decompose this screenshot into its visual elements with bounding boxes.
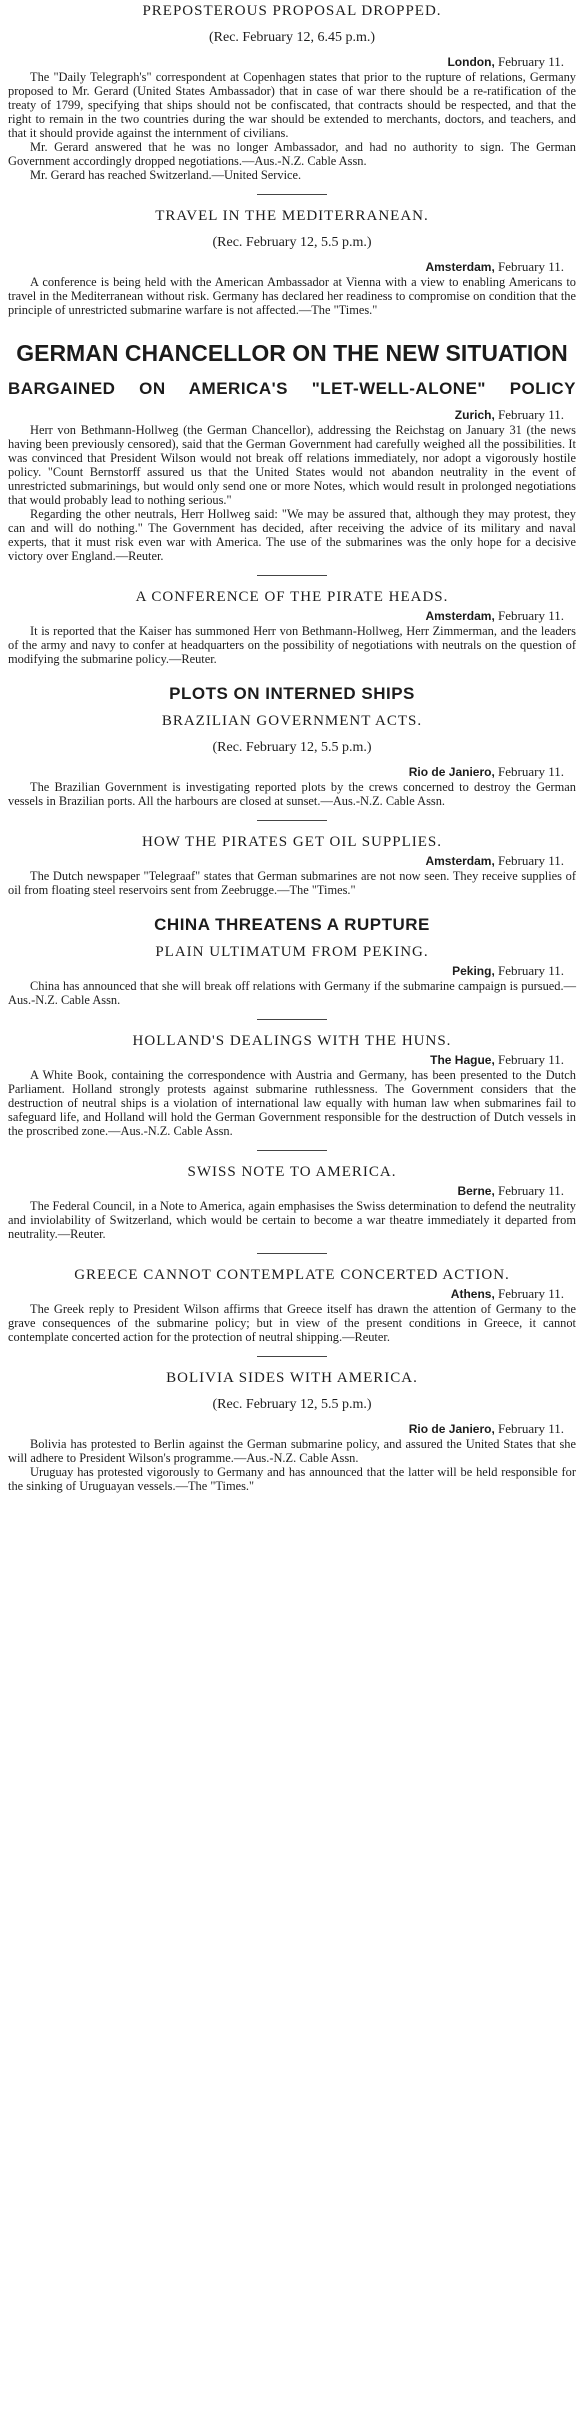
received-time: (Rec. February 12, 5.5 p.m.) — [212, 1397, 372, 1412]
dateline — [8, 853, 564, 869]
dateline — [8, 764, 564, 780]
article-title: TRAVEL IN THE MEDITERRANEAN. — [155, 208, 429, 224]
article-interned-ships — [8, 682, 576, 808]
dateline-place: Amsterdam, — [425, 260, 495, 274]
received-time: (Rec. February 12, 5.5 p.m.) — [212, 235, 372, 250]
divider — [257, 1150, 327, 1151]
divider — [257, 1019, 327, 1020]
dateline-place: Rio de Janiero, — [408, 1422, 495, 1436]
dateline — [8, 1183, 564, 1199]
dateline-place: Zurich, — [454, 408, 495, 422]
spacer — [8, 897, 576, 907]
dateline-date: February 11. — [498, 1052, 564, 1067]
divider — [257, 575, 327, 576]
spacer — [8, 317, 576, 327]
paragraph: Herr von Bethmann-Hollweg (the German Chancellor), addressing the Reichstag on January 31 (the news having been previously censored), said that the German Government had carefully weighed all the possibilities. It was convinced that President Wilson would not break off relations immediately, nor adopt a vigorously hostile policy. "Count Bernstorff assured us that the United States would not abandon neutrality in the event of unrestricted submarinings, but would only send one or more Notes, which would result in prolonged negotiations that would probably lead to nothing serious." — [8, 423, 576, 507]
article-china-rupture — [8, 913, 576, 1007]
main-heading: CHINA THREATENS A RUPTURE — [154, 915, 430, 934]
dateline — [8, 608, 564, 624]
article-bolivia — [8, 1369, 576, 1493]
article-title: A CONFERENCE OF THE PIRATE HEADS. — [135, 589, 449, 605]
article-title: GREECE CANNOT CONTEMPLATE CONCERTED ACTION. — [74, 1267, 510, 1283]
paragraph: Regarding the other neutrals, Herr Hollweg said: "We may be assured that, although they may protest, they can and will do nothing." The Government has decided, after receiving the advice of its military and naval experts, that it must risk even war with America. The use of the submarines was the only hope for a decisive victory over England.—Reuter. — [8, 507, 576, 563]
article-title: BRAZILIAN GOVERNMENT ACTS. — [161, 713, 423, 729]
dateline-date: February 11. — [498, 1286, 564, 1301]
paragraph: The Brazilian Government is investigating reported plots by the crews concerned to destroy the German vessels in Brazilian ports. All the harbours are closed at sunset.—Aus.-N.Z. Cable Assn. — [8, 780, 576, 808]
dateline-date: February 11. — [498, 963, 564, 978]
dateline-date: February 11. — [498, 853, 564, 868]
article-swiss-note — [8, 1163, 576, 1241]
paragraph: A conference is being held with the American Ambassador at Vienna with a view to enabling Americans to travel in the Mediterranean without risk. Germany has declared her readiness to compromise on condition that the principle of unrestricted submarine warfare is not affected.—The "Times." — [8, 275, 576, 317]
paragraph: A White Book, containing the correspondence with Austria and Germany, has been presented to the Dutch Parliament. Holland strongly protests against submarine ruthlessness. The Government considers that the destruction of neutral ships is a violation of international law equally with human law when submarines fail to safeguard life, and Holland will hold the German Government responsible for the destruction of Dutch vessels in the proscribed zone.—Aus.-N.Z. Cable Assn. — [8, 1068, 576, 1138]
dateline-place: Amsterdam, — [425, 854, 495, 868]
dateline-place: London, — [447, 55, 495, 69]
dateline — [8, 54, 564, 70]
article-title: SWISS NOTE TO AMERICA. — [187, 1164, 397, 1180]
main-heading: GERMAN CHANCELLOR ON THE NEW SITUATION — [16, 340, 568, 366]
article-preposterous-proposal — [8, 2, 576, 182]
dateline — [8, 259, 564, 275]
article-title: BOLIVIA SIDES WITH AMERICA. — [166, 1370, 418, 1386]
dateline-date: February 11. — [498, 764, 564, 779]
divider — [257, 194, 327, 195]
dateline-date: February 11. — [498, 407, 564, 422]
article-greece — [8, 1266, 576, 1344]
dateline — [8, 1421, 564, 1437]
dateline-place: Berne, — [457, 1184, 495, 1198]
dateline-date: February 11. — [498, 54, 564, 69]
dateline-place: Athens, — [450, 1287, 495, 1301]
paragraph: The "Daily Telegraph's" correspondent at Copenhagen states that prior to the rupture of relations, Germany proposed to Mr. Gerard (United States Ambassador) that in case of war there should be a re-ratification of the treaty of 1799, specifying that ships should not be confiscated, that contracts should be respected, and that the right to remain in the two countries during the war should be extended to merchants, doctors, and teachers, and that it should provide against the internment of civilians. — [8, 70, 576, 140]
divider — [257, 820, 327, 821]
dateline — [8, 963, 564, 979]
paragraph: Mr. Gerard has reached Switzerland.—United Service. — [30, 168, 302, 182]
paragraph: Bolivia has protested to Berlin against the German submarine policy, and assured the United States that she will adhere to President Wilson's programme.—Aus.-N.Z. Cable Assn. — [8, 1437, 576, 1465]
dateline — [8, 1286, 564, 1302]
article-title: HOLLAND'S DEALINGS WITH THE HUNS. — [132, 1033, 452, 1049]
article-travel-mediterranean — [8, 207, 576, 317]
paragraph: The Dutch newspaper "Telegraaf" states that German submarines are not now seen. They receive supplies of oil from floating steel reservoirs sent from Zeebrugge.—The "Times." — [8, 869, 576, 897]
article-title: HOW THE PIRATES GET OIL SUPPLIES. — [142, 834, 442, 850]
paragraph: It is reported that the Kaiser has summoned Herr von Bethmann-Hollweg, Herr Zimmerman, and the leaders of the army and navy to confer at headquarters on the possibility of negotiations with neutrals on the question of modifying the submarine policy.—Reuter. — [8, 624, 576, 666]
dateline-date: February 11. — [498, 1421, 564, 1436]
article-title: PLAIN ULTIMATUM FROM PEKING. — [155, 944, 429, 960]
dateline — [8, 407, 564, 423]
dateline-date: February 11. — [498, 608, 564, 623]
dateline-date: February 11. — [498, 1183, 564, 1198]
divider — [257, 1356, 327, 1357]
paragraph: Mr. Gerard answered that he was no longer Ambassador, and had no authority to sign. The German Government accordingly dropped negotiations.—Aus.-N.Z. Cable Assn. — [8, 140, 576, 168]
divider — [257, 1253, 327, 1254]
dateline — [8, 1052, 564, 1068]
spacer — [8, 666, 576, 676]
main-heading: PLOTS ON INTERNED SHIPS — [169, 684, 415, 703]
subheading: BARGAINED ON AMERICA'S "LET-WELL-ALONE" POLICY — [8, 379, 576, 398]
dateline-date: February 11. — [498, 259, 564, 274]
article-pirate-heads — [8, 588, 576, 666]
paragraph: Uruguay has protested vigorously to Germany and has announced that the latter will be held responsible for the sinking of Uruguayan vessels.—The "Times." — [8, 1465, 576, 1493]
paragraph: The Federal Council, in a Note to America, again emphasises the Swiss determination to defend the neutrality and inviolability of Switzerland, which would be certain to become a war theatre immediately it departed from neutrality.—Reuter. — [8, 1199, 576, 1241]
dateline-place: Peking, — [452, 964, 495, 978]
article-german-chancellor — [8, 335, 576, 563]
article-title: PREPOSTEROUS PROPOSAL DROPPED. — [142, 3, 442, 19]
received-time: (Rec. February 12, 5.5 p.m.) — [212, 740, 372, 755]
dateline-place: The Hague, — [430, 1053, 495, 1067]
article-oil-supplies — [8, 833, 576, 897]
received-time: (Rec. February 12, 6.45 p.m.) — [208, 30, 376, 45]
paragraph: The Greek reply to President Wilson affirms that Greece itself has drawn the attention of Germany to the grave consequences of the submarine policy; but in view of the present conditions in Greece, it cannot contemplate concerted action for the protection of neutral shipping.—Reuter. — [8, 1302, 576, 1344]
dateline-place: Rio de Janiero, — [408, 765, 495, 779]
dateline-place: Amsterdam, — [425, 609, 495, 623]
article-holland — [8, 1032, 576, 1138]
paragraph: China has announced that she will break off relations with Germany if the submarine campaign is pursued.—Aus.-N.Z. Cable Assn. — [8, 979, 576, 1007]
